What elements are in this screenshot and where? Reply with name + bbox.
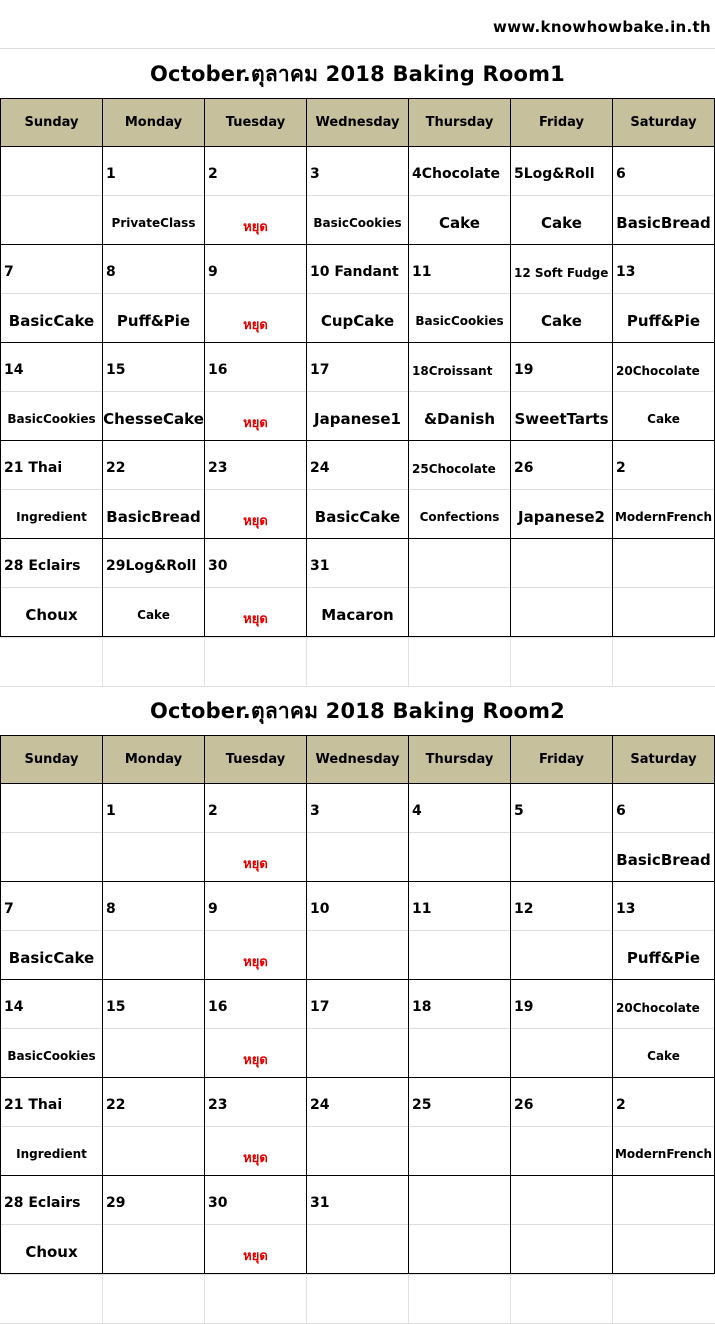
- calendar-week-row: [1, 539, 715, 637]
- day-number: 19: [514, 362, 534, 378]
- day-number: 9: [208, 901, 218, 917]
- day-cell: [1, 441, 103, 539]
- cell-divider: [613, 293, 714, 294]
- day-cell: [1, 539, 103, 637]
- class-name: PrivateClass: [111, 216, 196, 230]
- day-number: 14: [4, 999, 24, 1015]
- day-cell: [613, 980, 715, 1078]
- day-number: 2: [208, 166, 218, 182]
- cell-divider: [409, 587, 510, 588]
- day-cell: [307, 441, 409, 539]
- holiday-label: หยุด: [243, 220, 268, 235]
- day-number: 13: [616, 264, 636, 280]
- day-number: 2: [616, 460, 626, 476]
- day-cell: [1, 1176, 103, 1274]
- class-name: ChesseCake: [103, 410, 204, 428]
- cell-divider: [511, 489, 612, 490]
- class-name: SweetTarts: [514, 410, 609, 428]
- class-name: BasicBread: [106, 508, 201, 526]
- day-cell: [511, 539, 613, 637]
- weekday-thursday: Thursday: [409, 736, 511, 784]
- cell-divider: [613, 832, 714, 833]
- cell-divider: [205, 293, 306, 294]
- day-number: 24: [310, 460, 330, 476]
- day-number: 17: [310, 999, 330, 1015]
- day-number: 6: [616, 166, 626, 182]
- day-number: 30: [208, 558, 228, 574]
- cell-divider: [1, 587, 102, 588]
- holiday-label: หยุด: [243, 857, 268, 872]
- day-cell: [103, 1078, 205, 1176]
- day-number: 20Chocolate: [616, 1001, 700, 1015]
- class-name: ModernFrench: [614, 1147, 713, 1161]
- day-cell: [409, 441, 511, 539]
- cell-divider: [205, 1224, 306, 1225]
- class-name: Cake: [541, 214, 582, 232]
- day-number: 12 Soft Fudge: [514, 266, 609, 280]
- day-number: 22: [106, 1097, 126, 1113]
- day-cell: [103, 245, 205, 343]
- cell-divider: [1, 832, 102, 833]
- day-cell: [511, 980, 613, 1078]
- calendar-week-row: [1, 980, 715, 1078]
- day-number: 16: [208, 362, 228, 378]
- day-cell: [1, 1078, 103, 1176]
- calendar-week-row: [1, 882, 715, 980]
- class-name: CupCake: [320, 312, 395, 330]
- weekday-friday: Friday: [511, 99, 613, 147]
- class-name: Japanese2: [518, 508, 605, 526]
- day-number: 6: [616, 803, 626, 819]
- cell-divider: [103, 930, 204, 931]
- cell-divider: [409, 1126, 510, 1127]
- day-cell: [205, 147, 307, 245]
- day-number: 1: [106, 803, 116, 819]
- day-cell: [409, 245, 511, 343]
- class-name: BasicBread: [616, 851, 711, 869]
- day-cell: [613, 441, 715, 539]
- calendar-week-row: [1, 343, 715, 441]
- cell-divider: [613, 1126, 714, 1127]
- calendar-week-row: [1, 245, 715, 343]
- weekday-thursday: Thursday: [409, 99, 511, 147]
- cell-divider: [307, 489, 408, 490]
- calendar-week-row: [1, 1078, 715, 1176]
- calendar-week-row: [1, 147, 715, 245]
- day-number: 25Chocolate: [412, 462, 496, 476]
- day-number: 28 Eclairs: [4, 1195, 81, 1211]
- calendar-week-row: [1, 784, 715, 882]
- cell-divider: [511, 832, 612, 833]
- day-number: 12: [514, 901, 534, 917]
- day-cell: [205, 441, 307, 539]
- site-url: www.knowhowbake.in.th: [493, 18, 711, 36]
- cell-divider: [1, 391, 102, 392]
- day-cell: [511, 343, 613, 441]
- cell-divider: [409, 293, 510, 294]
- cell-divider: [409, 832, 510, 833]
- day-number: 10 Fandant: [310, 264, 399, 280]
- class-name: BasicCookies: [7, 1049, 96, 1063]
- cell-divider: [307, 195, 408, 196]
- cell-divider: [205, 195, 306, 196]
- weekday-header-row: [1, 736, 715, 784]
- cell-divider: [511, 930, 612, 931]
- weekday-header-row: [1, 99, 715, 147]
- cell-divider: [613, 587, 714, 588]
- cell-divider: [307, 1028, 408, 1029]
- day-number: 31: [310, 558, 330, 574]
- day-cell: [307, 1176, 409, 1274]
- day-cell: [103, 784, 205, 882]
- day-number: 10: [310, 901, 330, 917]
- holiday-label: หยุด: [243, 955, 268, 970]
- day-number: 3: [310, 803, 320, 819]
- day-cell: [205, 882, 307, 980]
- day-cell: [103, 147, 205, 245]
- class-name: BasicCookies: [313, 216, 402, 230]
- weekday-wednesday: Wednesday: [307, 99, 409, 147]
- cell-divider: [1, 489, 102, 490]
- class-name: Ingredient: [16, 1147, 87, 1161]
- day-cell: [1, 784, 103, 882]
- day-number: 16: [208, 999, 228, 1015]
- day-cell: [307, 882, 409, 980]
- cell-divider: [613, 930, 714, 931]
- cell-divider: [103, 391, 204, 392]
- cell-divider: [1, 293, 102, 294]
- day-number: 4Chocolate: [412, 166, 500, 182]
- cell-divider: [307, 293, 408, 294]
- day-number: 26: [514, 1097, 534, 1113]
- cell-divider: [103, 832, 204, 833]
- holiday-label: หยุด: [243, 416, 268, 431]
- cell-divider: [1, 1224, 102, 1225]
- cell-divider: [205, 587, 306, 588]
- day-number: 20Chocolate: [616, 364, 700, 378]
- class-name: Confections: [419, 510, 500, 524]
- day-cell: [511, 147, 613, 245]
- class-name: Cake: [541, 312, 582, 330]
- cell-divider: [205, 489, 306, 490]
- day-cell: [613, 784, 715, 882]
- cell-divider: [307, 1224, 408, 1225]
- class-name: BasicCookies: [7, 412, 96, 426]
- site-header: [0, 0, 715, 49]
- cell-divider: [103, 1224, 204, 1225]
- cell-divider: [1, 1028, 102, 1029]
- day-number: 11: [412, 901, 432, 917]
- day-cell: [103, 882, 205, 980]
- day-number: 13: [616, 901, 636, 917]
- day-number: 17: [310, 362, 330, 378]
- day-cell: [1, 980, 103, 1078]
- day-cell: [205, 343, 307, 441]
- weekday-sunday: Sunday: [1, 736, 103, 784]
- cell-divider: [307, 391, 408, 392]
- cell-divider: [409, 391, 510, 392]
- cell-divider: [103, 587, 204, 588]
- cell-divider: [1, 1126, 102, 1127]
- day-cell: [307, 245, 409, 343]
- class-name: Cake: [647, 412, 680, 426]
- day-number: 25: [412, 1097, 432, 1113]
- cell-divider: [205, 391, 306, 392]
- day-cell: [613, 882, 715, 980]
- day-cell: [205, 1176, 307, 1274]
- day-cell: [307, 1078, 409, 1176]
- day-cell: [205, 980, 307, 1078]
- day-cell: [409, 147, 511, 245]
- holiday-label: หยุด: [243, 318, 268, 333]
- calendar-title-room2: October.ตุลาคม 2018 Baking Room2: [150, 699, 565, 723]
- class-name: Japanese1: [314, 410, 401, 428]
- cell-divider: [511, 1224, 612, 1225]
- day-number: 22: [106, 460, 126, 476]
- day-cell: [307, 980, 409, 1078]
- day-number: 5: [514, 803, 524, 819]
- class-name: Puff&Pie: [626, 949, 701, 967]
- day-number: 24: [310, 1097, 330, 1113]
- day-number: 15: [106, 362, 126, 378]
- day-number: 2: [208, 803, 218, 819]
- day-cell: [409, 539, 511, 637]
- class-name: Ingredient: [16, 510, 87, 524]
- day-cell: [613, 539, 715, 637]
- cell-divider: [307, 1126, 408, 1127]
- holiday-label: หยุด: [243, 1151, 268, 1166]
- day-number: 7: [4, 264, 14, 280]
- holiday-label: หยุด: [243, 612, 268, 627]
- day-cell: [103, 539, 205, 637]
- day-cell: [613, 147, 715, 245]
- cell-divider: [613, 391, 714, 392]
- day-number: 29: [106, 1195, 126, 1211]
- cell-divider: [205, 832, 306, 833]
- day-cell: [205, 1078, 307, 1176]
- cell-divider: [613, 1028, 714, 1029]
- day-number: 18: [412, 999, 432, 1015]
- weekday-wednesday: Wednesday: [307, 736, 409, 784]
- day-cell: [103, 441, 205, 539]
- day-cell: [409, 784, 511, 882]
- day-number: 29Log&Roll: [106, 558, 197, 574]
- class-name: Choux: [25, 1243, 78, 1261]
- day-number: 30: [208, 1195, 228, 1211]
- cell-divider: [103, 1126, 204, 1127]
- cell-divider: [409, 195, 510, 196]
- weekday-sunday: Sunday: [1, 99, 103, 147]
- weekday-monday: Monday: [103, 736, 205, 784]
- day-number: 11: [412, 264, 432, 280]
- cell-divider: [205, 1028, 306, 1029]
- calendar-room1: [0, 98, 715, 637]
- day-number: 4: [412, 803, 422, 819]
- day-number: 9: [208, 264, 218, 280]
- cell-divider: [307, 930, 408, 931]
- day-cell: [511, 784, 613, 882]
- cell-divider: [409, 1224, 510, 1225]
- class-name: BasicBread: [616, 214, 711, 232]
- cell-divider: [511, 1028, 612, 1029]
- day-number: 23: [208, 460, 228, 476]
- day-cell: [511, 441, 613, 539]
- class-name: BasicCake: [8, 312, 95, 330]
- day-cell: [1, 343, 103, 441]
- day-number: 15: [106, 999, 126, 1015]
- cell-divider: [511, 391, 612, 392]
- cell-divider: [103, 489, 204, 490]
- day-cell: [409, 882, 511, 980]
- class-name: Choux: [25, 606, 78, 624]
- cell-divider: [409, 1028, 510, 1029]
- day-number: 14: [4, 362, 24, 378]
- class-name: Macaron: [321, 606, 394, 624]
- cell-divider: [409, 930, 510, 931]
- calendar-title-room1: October.ตุลาคม 2018 Baking Room1: [150, 62, 565, 86]
- class-name: &Danish: [423, 410, 496, 428]
- cell-divider: [511, 587, 612, 588]
- day-number: 8: [106, 901, 116, 917]
- day-cell: [205, 784, 307, 882]
- day-number: 8: [106, 264, 116, 280]
- day-cell: [103, 1176, 205, 1274]
- cell-divider: [205, 930, 306, 931]
- weekday-tuesday: Tuesday: [205, 99, 307, 147]
- day-cell: [307, 147, 409, 245]
- weekday-friday: Friday: [511, 736, 613, 784]
- class-name: Cake: [647, 1049, 680, 1063]
- cell-divider: [1, 930, 102, 931]
- day-cell: [307, 539, 409, 637]
- class-name: Cake: [137, 608, 170, 622]
- class-name: Puff&Pie: [626, 312, 701, 330]
- day-number: 18Croissant: [412, 364, 493, 378]
- day-cell: [409, 1176, 511, 1274]
- day-number: 21 Thai: [4, 460, 63, 476]
- class-name: Puff&Pie: [116, 312, 191, 330]
- cell-divider: [205, 1126, 306, 1127]
- weekday-monday: Monday: [103, 99, 205, 147]
- day-cell: [511, 245, 613, 343]
- day-number: 19: [514, 999, 534, 1015]
- day-cell: [613, 1078, 715, 1176]
- day-cell: [409, 980, 511, 1078]
- class-name: Cake: [439, 214, 480, 232]
- cell-divider: [103, 1028, 204, 1029]
- cell-divider: [613, 489, 714, 490]
- cell-divider: [511, 1126, 612, 1127]
- cell-divider: [613, 195, 714, 196]
- cell-divider: [511, 195, 612, 196]
- calendar-week-row: [1, 441, 715, 539]
- class-name: BasicCake: [8, 949, 95, 967]
- class-name: BasicCookies: [415, 314, 504, 328]
- day-cell: [103, 980, 205, 1078]
- day-cell: [1, 882, 103, 980]
- day-cell: [613, 245, 715, 343]
- cell-divider: [307, 587, 408, 588]
- weekday-saturday: Saturday: [613, 736, 715, 784]
- cell-divider: [1, 195, 102, 196]
- cell-divider: [307, 832, 408, 833]
- day-cell: [1, 147, 103, 245]
- day-cell: [511, 1078, 613, 1176]
- day-number: 7: [4, 901, 14, 917]
- holiday-label: หยุด: [243, 1249, 268, 1264]
- day-number: 5Log&Roll: [514, 166, 595, 182]
- cell-divider: [511, 293, 612, 294]
- day-cell: [613, 1176, 715, 1274]
- class-name: BasicCake: [314, 508, 401, 526]
- day-number: 31: [310, 1195, 330, 1211]
- class-name: ModernFrench: [614, 510, 713, 524]
- cell-divider: [103, 293, 204, 294]
- day-number: 1: [106, 166, 116, 182]
- cell-divider: [613, 1224, 714, 1225]
- day-cell: [307, 784, 409, 882]
- day-number: 28 Eclairs: [4, 558, 81, 574]
- cell-divider: [409, 489, 510, 490]
- day-number: 2: [616, 1097, 626, 1113]
- day-cell: [511, 882, 613, 980]
- day-cell: [205, 539, 307, 637]
- day-number: 21 Thai: [4, 1097, 63, 1113]
- day-cell: [1, 245, 103, 343]
- calendar-week-row: [1, 1176, 715, 1274]
- day-cell: [205, 245, 307, 343]
- holiday-label: หยุด: [243, 514, 268, 529]
- day-cell: [511, 1176, 613, 1274]
- calendar-room2: [0, 735, 715, 1274]
- day-cell: [307, 343, 409, 441]
- weekday-tuesday: Tuesday: [205, 736, 307, 784]
- holiday-label: หยุด: [243, 1053, 268, 1068]
- weekday-saturday: Saturday: [613, 99, 715, 147]
- day-cell: [613, 343, 715, 441]
- day-cell: [103, 343, 205, 441]
- day-cell: [409, 343, 511, 441]
- day-number: 3: [310, 166, 320, 182]
- cell-divider: [103, 195, 204, 196]
- day-number: 26: [514, 460, 534, 476]
- day-number: 23: [208, 1097, 228, 1113]
- day-cell: [409, 1078, 511, 1176]
